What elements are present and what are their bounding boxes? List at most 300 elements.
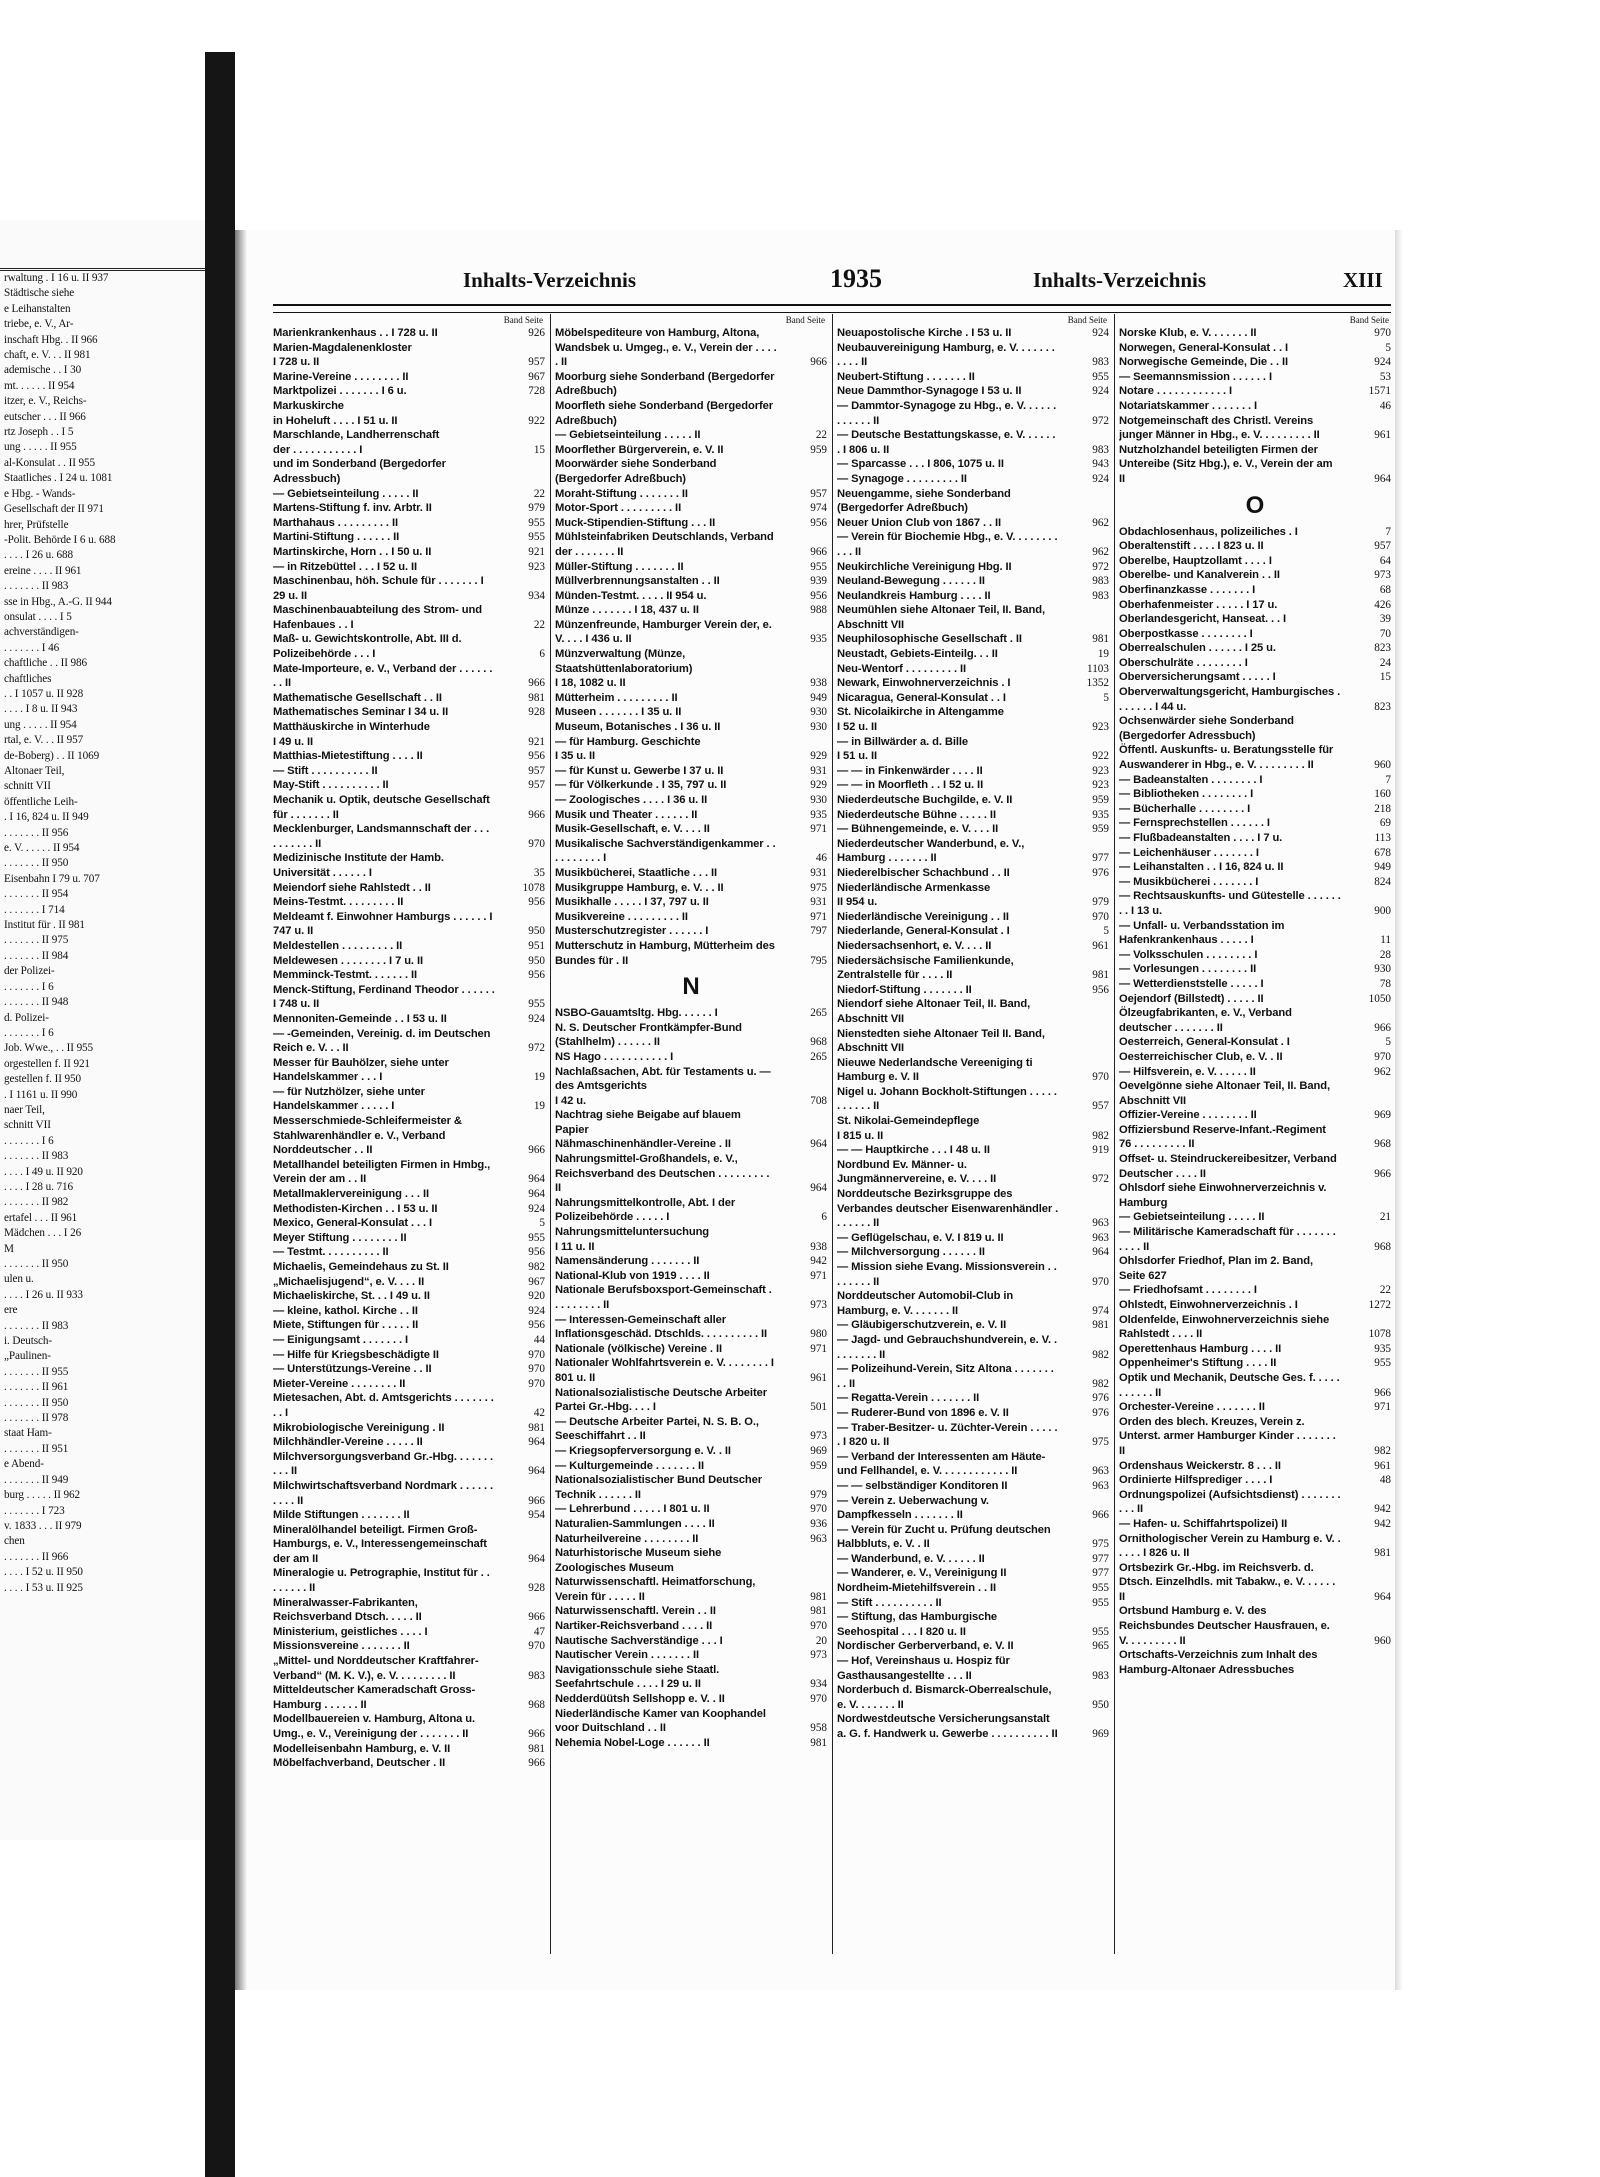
index-entry bbox=[837, 1129, 1109, 1144]
index-entry bbox=[1119, 1356, 1391, 1371]
index-entry bbox=[837, 749, 1109, 764]
index-entry bbox=[555, 1356, 827, 1385]
index-entry-text: — für Hamburg. Geschichte bbox=[555, 735, 701, 748]
index-entry-text: Musikhalle . . . . . I 37, 797 u. II bbox=[555, 896, 709, 909]
section-letter: O bbox=[1245, 491, 1265, 519]
index-entry-text: Oberrealschulen . . . . . . I 25 u. bbox=[1119, 642, 1276, 655]
index-entry bbox=[837, 1187, 1109, 1231]
index-entry-page: 970 bbox=[1374, 327, 1391, 339]
index-entry bbox=[555, 1283, 827, 1312]
index-entry bbox=[273, 822, 545, 851]
index-entry bbox=[837, 1639, 1109, 1654]
index-entry bbox=[273, 370, 545, 385]
index-entry-page: 964 bbox=[528, 1436, 545, 1449]
index-entry bbox=[555, 1225, 827, 1240]
index-entry-text: Oberschulräte . . . . . . . . I bbox=[1119, 656, 1248, 669]
index-entry-text: — Einigungsamt . . . . . . . I bbox=[273, 1333, 408, 1346]
index-entry-text: Musikvereine . . . . . . . . . II bbox=[555, 910, 688, 923]
index-entry bbox=[273, 399, 545, 414]
index-entry bbox=[1119, 670, 1391, 685]
index-entry-text: Musikbücherei, Staatliche . . . II bbox=[555, 866, 717, 879]
index-entry-text: Naturhistorische Museum siehe Zoologisches Museum bbox=[555, 1547, 722, 1574]
index-entry-text: Moraht-Stiftung . . . . . . . II bbox=[555, 487, 688, 500]
index-entry-text: Nautische Sachverständige . . . I bbox=[555, 1634, 723, 1647]
index-entry bbox=[837, 487, 1109, 516]
index-entry-page: 5 bbox=[1385, 1036, 1391, 1049]
index-entry-page: 823 bbox=[1374, 642, 1391, 655]
index-entry bbox=[1119, 1604, 1391, 1648]
index-entry-text: Mecklenburger, Landsmannschaft der . . . . . . . . . . II bbox=[273, 823, 490, 850]
index-entry-text: Öffentl. Auskunfts- u. Beratungsstelle für Auswanderer in Hbg., e. V. . . . . . . . . II bbox=[1119, 744, 1334, 772]
page-edge-shadow bbox=[1395, 230, 1403, 1990]
index-entry-text: Ohlsdorf siehe Einwohnerverzeichnis v. Hamburg bbox=[1119, 1182, 1327, 1209]
index-entry-page: 981 bbox=[528, 1742, 545, 1755]
index-entry-page: 962 bbox=[1374, 1065, 1391, 1078]
index-entry-page: 929 bbox=[810, 750, 827, 763]
index-entry-text: Mikrobiologische Vereinigung . II bbox=[273, 1421, 445, 1434]
index-entry bbox=[1119, 860, 1391, 875]
index-entry-text: — -Gemeinden, Vereinig. d. im Deutschen Reich e. V. . . II bbox=[273, 1027, 491, 1055]
index-entry-text: — Rechtsauskunfts- und Gütestelle . . . . . . . . I 13 u. bbox=[1119, 890, 1341, 917]
index-entry-page: 966 bbox=[810, 356, 827, 369]
index-entry bbox=[555, 326, 827, 370]
index-entry-page: 11 bbox=[1380, 934, 1391, 947]
index-entry-page: 7 bbox=[1385, 525, 1391, 538]
index-entry-page: 966 bbox=[528, 1757, 545, 1770]
left-page-line: Mädchen . . . I 26 bbox=[4, 1227, 82, 1240]
index-entry-text: Oesterreichischer Club, e. V. . II bbox=[1119, 1050, 1283, 1063]
index-entry-text: Mieter-Vereine . . . . . . . . II bbox=[273, 1377, 406, 1390]
index-entry bbox=[273, 1479, 545, 1508]
index-entry-page: 974 bbox=[1092, 1304, 1109, 1317]
index-entry-page: 956 bbox=[810, 589, 827, 602]
left-page-line: sse in Hbg., A.-G. II 944 bbox=[4, 595, 112, 608]
index-entry bbox=[1119, 831, 1391, 846]
index-entry bbox=[837, 1610, 1109, 1639]
index-entry bbox=[1119, 1459, 1391, 1474]
column-head-band-seite: Band Seite bbox=[503, 315, 543, 325]
index-entry-text: I 11 u. II bbox=[555, 1240, 595, 1253]
index-entry-text: — Sparcasse . . . I 806, 1075 u. II bbox=[837, 458, 1004, 471]
index-entry-text: — Kulturgemeinde . . . . . . . II bbox=[555, 1459, 704, 1472]
index-entry bbox=[555, 749, 827, 764]
left-page-line: . . . . . . . II 948 bbox=[4, 996, 69, 1009]
left-page-line: . . . . . . . I 714 bbox=[4, 903, 65, 916]
index-entry-text: Mexico, General-Konsulat . . . I bbox=[273, 1217, 433, 1230]
index-entry-page: 957 bbox=[528, 764, 545, 777]
index-entry-text: Musik und Theater . . . . . . II bbox=[555, 808, 698, 821]
index-entry-page: 964 bbox=[1092, 1246, 1109, 1259]
index-entry-page: 981 bbox=[528, 691, 545, 704]
index-entry-page: 963 bbox=[1092, 1479, 1109, 1492]
index-entry bbox=[273, 1377, 545, 1392]
index-entry-page: 942 bbox=[1374, 1517, 1391, 1530]
index-entry-page: 976 bbox=[1092, 1406, 1109, 1419]
index-entry bbox=[837, 1158, 1109, 1187]
index-entry-page: 964 bbox=[1374, 472, 1391, 485]
index-entry-text: Medizinische Institute der Hamb. Universität . . . . . . I bbox=[273, 852, 444, 879]
index-entry bbox=[273, 326, 545, 341]
index-entry-page: 920 bbox=[528, 1290, 545, 1303]
index-entry-text: Nahrungsmittel-Großhandels, e. V., Reichsverband des Deutschen . . . . . . . . . II bbox=[555, 1153, 770, 1195]
index-entry-text: Offizier-Vereine . . . . . . . . II bbox=[1119, 1109, 1257, 1122]
index-entry-text: Oberverwaltungsgericht, Hamburgisches . . . . . . . I 44 u. bbox=[1119, 686, 1341, 713]
index-entry bbox=[837, 764, 1109, 779]
index-entry-page: 69 bbox=[1379, 817, 1391, 830]
index-entry-text: Münden-Testmt. . . . . II 954 u. bbox=[555, 589, 707, 602]
index-entry-text: Meiendorf siehe Rahlstedt . . II bbox=[273, 881, 431, 894]
index-entry-text: May-Stift . . . . . . . . . . II bbox=[273, 779, 389, 792]
index-entry bbox=[837, 837, 1109, 866]
left-page-line: Staatliches . I 24 u. 1081 bbox=[4, 472, 113, 485]
index-entry-text: Mate-Importeure, e. V., Verband der . . . . . . . . II bbox=[273, 662, 493, 690]
index-page bbox=[243, 230, 1395, 1990]
index-entry bbox=[1119, 598, 1391, 613]
index-entry-text: St. Nicolaikirche in Altengamme bbox=[837, 706, 1004, 719]
index-entry-text: Mathematische Gesellschaft . . II bbox=[273, 691, 442, 704]
index-entry-page: 728 bbox=[528, 385, 545, 398]
index-entry-text: Miete, Stiftungen für . . . . . II bbox=[273, 1319, 419, 1332]
index-entry-page: 964 bbox=[528, 1465, 545, 1478]
index-entry bbox=[837, 1114, 1109, 1129]
index-entry-text: Ortsbezirk Gr.-Hbg. im Reichsverb. d. Dtsch. Einzelhdls. mit Tabakw., e. V. . . . . . II bbox=[1119, 1561, 1336, 1603]
index-entry-text: in Hoheluft . . . . I 51 u. II bbox=[273, 414, 398, 427]
index-entry-text: — Verein z. Ueberwachung v. Dampfkesseln . . . . . . . II bbox=[837, 1494, 989, 1522]
index-entry-text: — Stift . . . . . . . . . . II bbox=[837, 1596, 942, 1609]
index-entry-page: 265 bbox=[810, 1050, 827, 1063]
index-entry-page: 19 bbox=[533, 1071, 545, 1084]
index-entry bbox=[1119, 1210, 1391, 1225]
left-page-line: i. Deutsch- bbox=[4, 1335, 52, 1348]
left-page-line: v. 1833 . . . II 979 bbox=[4, 1519, 82, 1532]
index-entry bbox=[273, 1231, 545, 1246]
index-entry-page: 961 bbox=[1374, 429, 1391, 442]
index-entry-page: 923 bbox=[1092, 764, 1109, 777]
index-entry-page: 951 bbox=[528, 939, 545, 952]
index-entry bbox=[555, 1736, 827, 1751]
index-entry bbox=[1119, 685, 1391, 714]
left-page-line: . . . . I 26 u. 688 bbox=[4, 549, 73, 562]
index-entry-text: Münze . . . . . . . I 18, 437 u. II bbox=[555, 604, 699, 617]
left-page-line: . . . . . . . II 984 bbox=[4, 949, 69, 962]
left-page-line: ertafel . . . II 961 bbox=[4, 1211, 78, 1224]
index-entry-text: Martens-Stiftung f. inv. Arbtr. II bbox=[273, 502, 432, 515]
index-entry bbox=[837, 1260, 1109, 1289]
index-entry-page: 938 bbox=[810, 1240, 827, 1253]
index-entry-page: 970 bbox=[1092, 1071, 1109, 1084]
index-entry bbox=[1119, 816, 1391, 831]
index-entry-text: Neuland-Bewegung . . . . . . II bbox=[837, 575, 985, 588]
index-entry-text: Ordnungspolizei (Aufsichtsdienst) . . . . . . . . . . II bbox=[1119, 1488, 1341, 1516]
index-entry-text: Neuphilosophische Gesellschaft . II bbox=[837, 633, 1022, 646]
index-entry bbox=[1119, 656, 1391, 671]
page-spine-shadow bbox=[235, 230, 247, 1990]
index-entry bbox=[837, 895, 1109, 910]
index-entry bbox=[555, 487, 827, 502]
index-entry-page: 19 bbox=[1097, 648, 1109, 661]
index-entry bbox=[1119, 773, 1391, 788]
index-entry-page: 5 bbox=[1385, 341, 1391, 354]
index-entry-text: Neukirchliche Vereinigung Hbg. II bbox=[837, 560, 1012, 573]
index-entry-text: Mathematisches Seminar I 34 u. II bbox=[273, 706, 449, 719]
left-page-line: e Abend- bbox=[4, 1458, 44, 1471]
index-entry-text: Matthias-Mietestiftung . . . . II bbox=[273, 750, 423, 763]
index-entry-text: Niederdeutsche Buchgilde, e. V. II bbox=[837, 794, 1013, 806]
index-entry bbox=[555, 1619, 827, 1634]
index-entry bbox=[555, 1065, 827, 1094]
index-entry bbox=[555, 1532, 827, 1547]
index-entry-text: Metallhandel beteiligten Firmen in Hmbg., Verein der am . . II bbox=[273, 1158, 491, 1186]
index-entry-page: 928 bbox=[528, 706, 545, 719]
index-entry bbox=[1119, 1006, 1391, 1035]
index-entry-text: — — in Moorfleth . . I 52 u. II bbox=[837, 779, 984, 792]
index-entry bbox=[837, 1085, 1109, 1114]
index-entry-page: 956 bbox=[528, 750, 545, 763]
index-entry-text: — Kriegsopferversorgung e. V. . II bbox=[555, 1444, 731, 1457]
index-entry-text: Moorburg siehe Sonderband (Bergedorfer Adreßbuch) bbox=[555, 370, 775, 398]
index-entry-text: Neuer Union Club von 1867 . . II bbox=[837, 516, 1002, 529]
index-entry-text: — Testmt. . . . . . . . . . II bbox=[273, 1246, 389, 1259]
index-entry-page: 924 bbox=[528, 1012, 545, 1025]
header-year: 1935 bbox=[830, 264, 882, 293]
index-entry-text: Neubert-Stiftung . . . . . . . II bbox=[837, 370, 975, 383]
index-entry-text: — Deutsche Arbeiter Partei, N. S. B. O., Seeschiffahrt . . II bbox=[555, 1415, 759, 1443]
index-entry bbox=[273, 1625, 545, 1640]
index-entry-text: Muck-Stipendien-Stiftung . . . II bbox=[555, 516, 716, 529]
index-entry bbox=[837, 457, 1109, 472]
index-entry-text: Müller-Stiftung . . . . . . . II bbox=[555, 560, 684, 573]
index-column-4 bbox=[1119, 314, 1391, 1954]
index-entry-text: — Vorlesungen . . . . . . . . II bbox=[1119, 963, 1257, 976]
index-entry-text: und im Sonderband (Bergedorfer Adressbuch) bbox=[273, 458, 446, 485]
header-rule bbox=[273, 304, 1391, 313]
index-entry-page: 975 bbox=[1092, 1436, 1109, 1449]
index-entry-text: Marine-Vereine . . . . . . . . II bbox=[273, 370, 409, 383]
index-entry-text: — Unterstützungs-Vereine . . II bbox=[273, 1363, 432, 1376]
index-entry-text: Möbelfachverband, Deutscher . II bbox=[273, 1757, 446, 1770]
index-entry-text: Mühlsteinfabriken Deutschlands, Verband der . . . . . . . II bbox=[555, 531, 774, 558]
column-divider bbox=[832, 314, 833, 1954]
index-entry-page: 5 bbox=[1103, 691, 1109, 704]
index-entry bbox=[273, 516, 545, 531]
index-entry-text: I 49 u. II bbox=[273, 735, 314, 748]
left-page-line: achverständigen- bbox=[4, 626, 79, 639]
index-entry bbox=[1119, 1561, 1391, 1605]
index-entry-page: 963 bbox=[1092, 1217, 1109, 1230]
index-entry-text: — Jagd- und Gebrauchshundverein, e. V. . . . . . . . . II bbox=[837, 1333, 1058, 1361]
page-header bbox=[263, 260, 1391, 300]
index-entry-page: 981 bbox=[1092, 1319, 1109, 1332]
index-entry-text: I 18, 1082 u. II bbox=[555, 677, 626, 690]
index-entry-page: 930 bbox=[810, 706, 827, 719]
index-entry-page: 966 bbox=[528, 1144, 545, 1157]
index-entry-page: 982 bbox=[1092, 1348, 1109, 1361]
index-entry bbox=[1119, 355, 1391, 370]
index-entry-page: 924 bbox=[1092, 327, 1109, 339]
index-entry-page: 15 bbox=[533, 443, 545, 456]
index-entry-page: 943 bbox=[1092, 458, 1109, 471]
index-entry-page: 981 bbox=[1374, 1547, 1391, 1560]
index-entry-page: 22 bbox=[815, 429, 827, 442]
index-entry bbox=[555, 735, 827, 750]
index-entry-page: 931 bbox=[810, 866, 827, 879]
left-page-line: . . . . . . . II 955 bbox=[4, 1365, 69, 1378]
index-entry-text: Nigel u. Johann Bockholt-Stiftungen . . . . . . . . . . . II bbox=[837, 1085, 1057, 1113]
index-entry-text: — Bühnengemeinde, e. V. . . . II bbox=[837, 823, 999, 836]
index-entry-text: Norske Klub, e. V. . . . . . . II bbox=[1119, 327, 1257, 339]
index-entry-page: 923 bbox=[528, 560, 545, 573]
index-entry-text: Meins-Testmt. . . . . . . . . II bbox=[273, 896, 404, 909]
index-entry bbox=[837, 881, 1109, 896]
index-entry-text: Oesterreich, General-Konsulat . I bbox=[1119, 1036, 1290, 1049]
index-entry bbox=[273, 720, 545, 735]
index-entry-page: 983 bbox=[1092, 1669, 1109, 1682]
index-entry-page: 6 bbox=[539, 648, 545, 661]
index-entry-text: Nahrungsmittelkontrolle, Abt. I der Polizeibehörde . . . . . I bbox=[555, 1196, 736, 1224]
index-entry-text: Oberhafenmeister . . . . . I 17 u. bbox=[1119, 598, 1278, 611]
index-entry-text: Oldenfelde, Einwohnerverzeichnis siehe Rahlstedt . . . . II bbox=[1119, 1313, 1330, 1341]
index-entry bbox=[555, 1663, 827, 1692]
index-entry-page: 1352 bbox=[1086, 677, 1109, 690]
left-page-line: ereine . . . . II 961 bbox=[4, 564, 82, 577]
index-entry-page: 979 bbox=[528, 502, 545, 515]
index-entry bbox=[273, 487, 545, 502]
index-entry-text: Ohlsdorfer Friedhof, Plan im 2. Band, Seite 627 bbox=[1119, 1255, 1313, 1282]
index-entry bbox=[273, 1654, 545, 1683]
index-entry-text: Neustadt, Gebiets-Einteilg. . . II bbox=[837, 648, 998, 661]
index-entry bbox=[273, 1450, 545, 1479]
index-entry-text: Niedersächsische Familienkunde, Zentralstelle für . . . . II bbox=[837, 954, 1014, 982]
index-entry bbox=[1119, 875, 1391, 890]
index-entry-text: Nartiker-Reichsverband . . . . II bbox=[555, 1620, 713, 1633]
index-entry bbox=[555, 778, 827, 793]
index-entry-text: — Interessen-Gemeinschaft aller Inflationsgeschäd. Dtschlds. . . . . . . . . . II bbox=[555, 1313, 768, 1341]
index-entry-page: 966 bbox=[528, 1494, 545, 1507]
index-entry bbox=[837, 720, 1109, 735]
index-entry bbox=[555, 866, 827, 881]
index-entry bbox=[273, 1318, 545, 1333]
index-entry-text: — Verein für Zucht u. Prüfung deutschen Halbbluts, e. V. . II bbox=[837, 1523, 1051, 1551]
index-entry-text: Motor-Sport . . . . . . . . . II bbox=[555, 502, 682, 515]
index-entry-page: 977 bbox=[1092, 1567, 1109, 1580]
index-entry-text: Menck-Stiftung, Ferdinand Theodor . . . . . . I 748 u. II bbox=[273, 983, 495, 1011]
index-entry-text: Notariatskammer . . . . . . . I bbox=[1119, 399, 1258, 412]
index-entry-page: 955 bbox=[528, 531, 545, 544]
index-entry-text: — Hilfsverein, e. V. . . . . . II bbox=[1119, 1065, 1256, 1078]
index-entry bbox=[273, 443, 545, 458]
index-entry-text: Nordbund Ev. Männer- u. Jungmännervereine, e. V. . . . II bbox=[837, 1158, 997, 1186]
index-entry-text: Naturwissenschaftl. Heimatforschung, Verein für . . . . . II bbox=[555, 1576, 756, 1603]
left-page-line: . . . . . . . II 949 bbox=[4, 1473, 69, 1486]
index-entry-page: 956 bbox=[528, 1319, 545, 1332]
index-entry-page: 966 bbox=[810, 545, 827, 558]
left-page-text bbox=[0, 271, 208, 1596]
index-entry-page: 930 bbox=[1374, 963, 1391, 976]
index-entry-text: Offset- u. Steindruckereibesitzer, Verband Deutscher . . . . II bbox=[1119, 1153, 1337, 1180]
index-entry bbox=[555, 1459, 827, 1474]
index-entry-text: I 815 u. II bbox=[837, 1129, 884, 1142]
index-entry-page: 957 bbox=[528, 356, 545, 369]
index-entry bbox=[837, 1333, 1109, 1362]
index-entry bbox=[273, 632, 545, 661]
index-entry-text: Niederländische Vereinigung . . II bbox=[837, 910, 1009, 923]
index-entry bbox=[555, 910, 827, 925]
index-entry-page: 1103 bbox=[1087, 662, 1109, 675]
index-entry-text: Norddeutscher Automobil-Club in Hamburg, e. V. . . . . . . II bbox=[837, 1290, 1014, 1317]
index-entry bbox=[555, 1444, 827, 1459]
index-entry-text: Marien-Magdalenenkloster bbox=[273, 341, 412, 354]
index-entry-text: Navigationsschule siehe Staatl. Seefahrtschule . . . . I 29 u. II bbox=[555, 1663, 720, 1691]
index-entry bbox=[555, 1006, 827, 1021]
index-entry-page: 39 bbox=[1379, 613, 1391, 626]
index-entry-page: 962 bbox=[1092, 516, 1109, 529]
index-entry bbox=[837, 1494, 1109, 1523]
left-page-line: e Hbg. - Wands- bbox=[4, 487, 76, 500]
index-entry-page: 969 bbox=[1092, 1728, 1109, 1740]
index-entry-page: 824 bbox=[1374, 875, 1391, 888]
index-entry-page: 972 bbox=[1092, 560, 1109, 573]
index-entry-text: II 954 u. bbox=[837, 896, 878, 909]
index-entry-text: Moorwärder siehe Sonderband (Bergedorfer Adreßbuch) bbox=[555, 458, 717, 485]
index-entry-text: Ohlstedt, Einwohnerverzeichnis . I bbox=[1119, 1299, 1298, 1311]
index-entry-text: Musik-Gesellschaft, e. V. . . . II bbox=[555, 823, 710, 836]
left-page-line: rtal, e. V. . . II 957 bbox=[4, 734, 84, 747]
index-entry-text: — Bücherhalle . . . . . . . . I bbox=[1119, 802, 1251, 815]
index-entry bbox=[273, 341, 545, 356]
index-entry-text: Oberlandesgericht, Hanseat. . . I bbox=[1119, 613, 1287, 626]
index-entry-page: 5 bbox=[1103, 925, 1109, 938]
index-entry-text: Norderbuch d. Bismarck-Oberrealschule, e. V. . . . . . . II bbox=[837, 1684, 1052, 1711]
left-page-line: . . . . . . . I 6 bbox=[4, 1134, 54, 1147]
index-entry bbox=[837, 1362, 1109, 1391]
section-letter: N bbox=[682, 973, 700, 1001]
index-entry-page: 955 bbox=[1092, 1596, 1109, 1609]
index-entry-text: Nationalsozialistischer Bund Deutscher Technik . . . . . . II bbox=[555, 1474, 762, 1501]
index-entry bbox=[273, 881, 545, 896]
index-entry bbox=[1119, 802, 1391, 817]
index-entry-text: — Wetterdienststelle . . . . . I bbox=[1119, 977, 1264, 990]
index-entry bbox=[273, 1712, 545, 1741]
index-entry-text: — Hof, Vereinshaus u. Hospiz für Gasthausangestellte . . . II bbox=[837, 1655, 1010, 1682]
index-entry-text: Niederdeutsche Bühne . . . . . II bbox=[837, 808, 996, 821]
index-entry-page: 48 bbox=[1379, 1474, 1391, 1487]
index-entry-text: Maß- u. Gewichtskontrolle, Abt. III d. Polizeibehörde . . . I bbox=[273, 633, 462, 661]
left-page-line: Eisenbahn I 79 u. 707 bbox=[4, 872, 100, 885]
index-entry bbox=[837, 1712, 1109, 1741]
index-entry-text: Museen . . . . . . . I 35 u. II bbox=[555, 706, 682, 719]
column-head-band-seite: Band Seite bbox=[785, 315, 825, 325]
index-entry bbox=[1119, 1488, 1391, 1517]
index-entry-text: Neu-Wentorf . . . . . . . . . II bbox=[837, 662, 966, 675]
index-entry-page: 42 bbox=[533, 1406, 545, 1419]
index-entry bbox=[273, 1421, 545, 1436]
index-entry-page: 959 bbox=[1092, 794, 1109, 806]
index-entry bbox=[555, 1707, 827, 1736]
index-entry bbox=[555, 1517, 827, 1532]
index-entry-text: Notgemeinschaft des Christl. Vereins junger Männer in Hbg., e. V. . . . . . . . . II bbox=[1119, 414, 1320, 442]
index-entry-page: 113 bbox=[1374, 832, 1391, 844]
index-entry-text: Modelleisenbahn Hamburg, e. V. II bbox=[273, 1742, 451, 1755]
index-entry bbox=[273, 384, 545, 399]
index-entry bbox=[837, 341, 1109, 370]
index-entry bbox=[273, 1245, 545, 1260]
index-entry bbox=[837, 1421, 1109, 1450]
index-entry-page: 983 bbox=[1092, 356, 1109, 369]
index-entry-page: 961 bbox=[1374, 1459, 1391, 1472]
index-entry bbox=[555, 560, 827, 575]
index-entry-page: 22 bbox=[533, 618, 545, 631]
index-entry bbox=[555, 1269, 827, 1284]
